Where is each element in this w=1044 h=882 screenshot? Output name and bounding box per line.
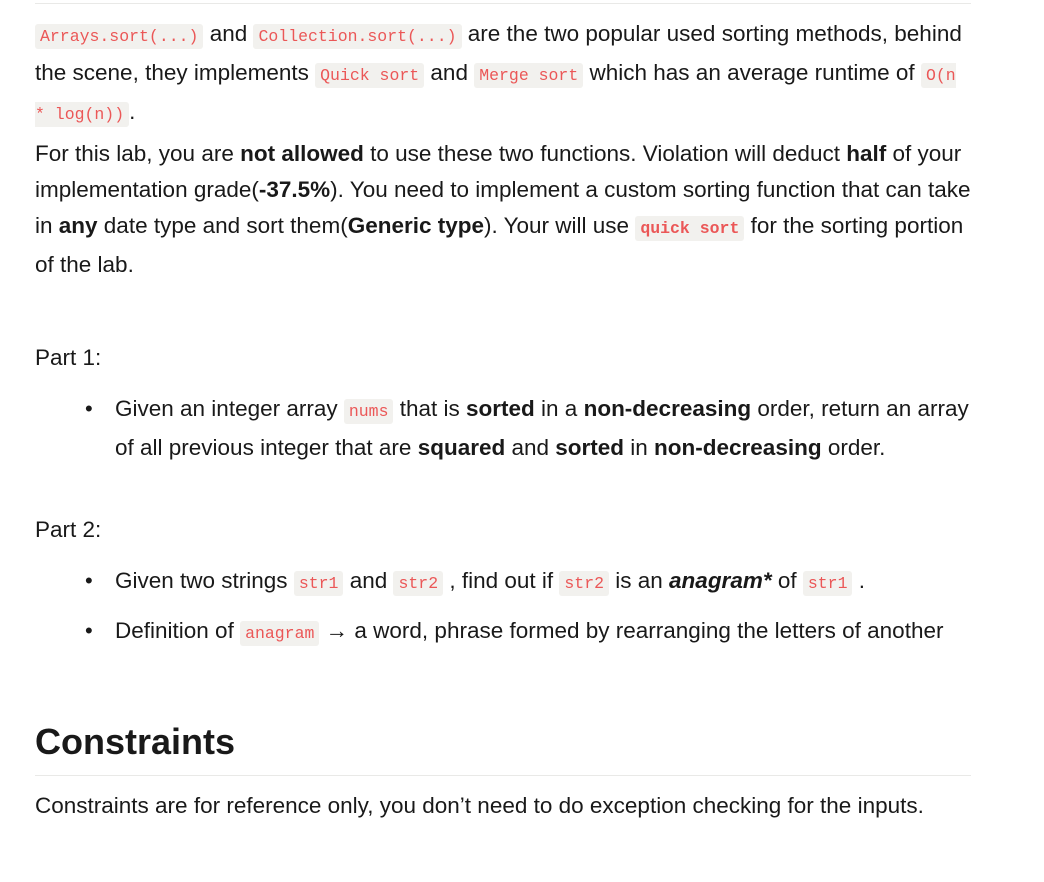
inline-code: quick sort xyxy=(635,216,744,241)
inline-code: anagram xyxy=(240,621,319,646)
top-divider xyxy=(35,3,971,4)
part1-label: Part 1: xyxy=(35,345,102,370)
inline-code: O(n * log(n)) xyxy=(35,63,956,127)
inline-code: str1 xyxy=(803,571,853,596)
inline-code: Arrays.sort(...) xyxy=(35,24,203,49)
heading-divider xyxy=(35,775,971,776)
list-item: • Definition of anagram → a word, phrase formed by rearranging the letters of another xyxy=(35,613,971,652)
inline-code: Quick sort xyxy=(315,63,424,88)
list-item: • Given two strings str1 and str2 , find out if str2 is an anagram* of str1 . xyxy=(35,563,971,602)
constraints-heading: Constraints xyxy=(35,721,236,762)
list-item: • Given an integer array nums that is sorted in a non-decreasing order, return an array of all previous integer that are squared and sorted in non-decreasing order. xyxy=(35,391,971,466)
rules-paragraph: For this lab, you are not allowed to use these two functions. Violation will deduct half of your implementation grade(-37.5%). You need to implement a custom sorting function that can take in any date type and sort them(Generic type). Your will use quick sort for the sorting portion of the lab. xyxy=(35,141,971,277)
inline-code: str2 xyxy=(393,571,443,596)
constraints-paragraph: Constraints are for reference only, you don’t need to do exception checking for the inputs. xyxy=(35,793,924,818)
part2-label: Part 2: xyxy=(35,517,102,542)
inline-code: nums xyxy=(344,399,394,424)
part2-list xyxy=(35,563,971,602)
part1-list xyxy=(35,391,971,466)
intro-paragraph: Arrays.sort(...) and Collection.sort(...) are the two popular used sorting methods, behind the scene, they implements Quick sort and Merge sort which has an average runtime of O(n * log(n)) . xyxy=(35,16,971,133)
inline-code: Merge sort xyxy=(474,63,583,88)
inline-code: str1 xyxy=(294,571,344,596)
inline-code: Collection.sort(...) xyxy=(253,24,461,49)
part2-list-definition xyxy=(35,613,971,652)
inline-code: str2 xyxy=(559,571,609,596)
